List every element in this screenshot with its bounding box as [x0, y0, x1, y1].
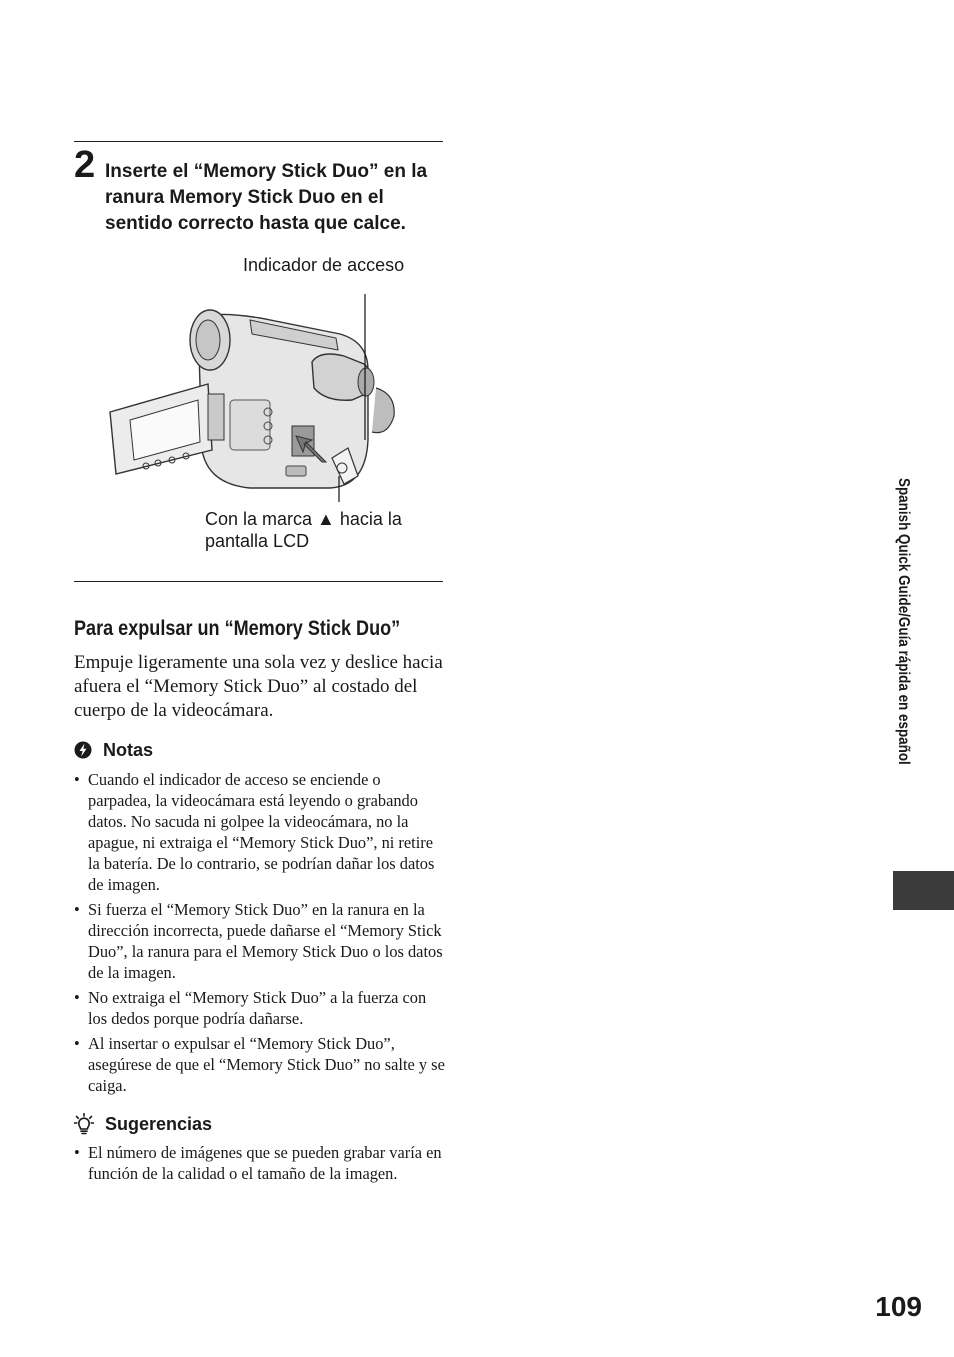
access-indicator-label: Indicador de acceso	[243, 255, 405, 275]
side-section-tab	[893, 871, 954, 910]
side-section-label: Spanish Quick Guide/Guía rápida en español	[895, 478, 912, 765]
list-item: • Si fuerza el “Memory Stick Duo” en la ranura en la dirección incorrecta, puede dañarse el “Memory Stick Duo”, la ranura para el Memory Stick Duo o los datos de la imagen.	[74, 899, 446, 983]
notes-heading: Notas	[74, 739, 153, 761]
middle-rule	[74, 581, 443, 582]
page-number: 109	[875, 1291, 922, 1322]
list-item: • No extraiga el “Memory Stick Duo” a la fuerza con los dedos porque podría dañarse.	[74, 987, 446, 1029]
top-rule	[74, 141, 443, 142]
lcd-mark-label: Con la marca ▲ hacia la pantalla LCD	[205, 509, 402, 551]
step-number: 2	[74, 144, 96, 186]
eject-paragraph: Empuje ligeramente una sola vez y deslice hacia afuera el “Memory Stick Duo” al costado del cuerpo de la videocámara.	[74, 652, 443, 721]
list-item: • Al insertar o expulsar el “Memory Stick Duo”, asegúrese de que el “Memory Stick Duo” no salte y se caiga.	[74, 1033, 446, 1096]
eject-heading: Para expulsar un “Memory Stick Duo”	[74, 617, 401, 640]
list-item: • El número de imágenes que se pueden grabar varía en función de la calidad o el tamaño de la imagen.	[74, 1142, 446, 1184]
tips-list	[74, 1142, 446, 1188]
lightbulb-icon	[74, 1113, 94, 1135]
camcorder-illustration	[100, 290, 420, 502]
notes-list	[74, 769, 446, 1100]
tips-heading: Sugerencias	[74, 1113, 212, 1135]
step-instruction: Inserte el “Memory Stick Duo” en la ranura Memory Stick Duo en el sentido correcto hasta que calce.	[105, 161, 428, 234]
list-item: • Cuando el indicador de acceso se enciende o parpadea, la videocámara está leyendo o grabando datos. No sacuda ni golpee la videocámara, no la apague, ni extraiga el “Memory Stick Duo”, ni retire la batería. De lo contrario, se podrían dañar los datos de imagen.	[74, 769, 446, 895]
notes-icon	[74, 741, 92, 759]
